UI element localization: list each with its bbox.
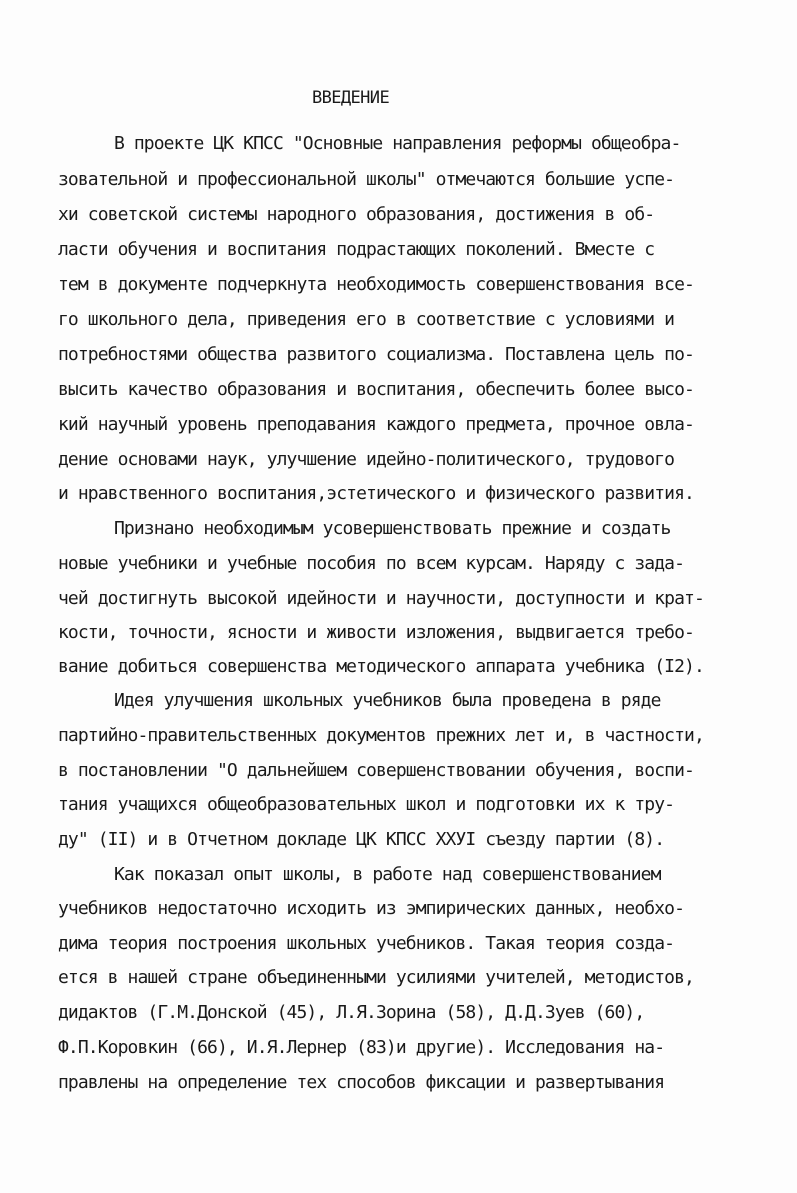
text-line: дима теория построения школьных учебников. Такая теория созда- xyxy=(58,933,675,954)
text-line: Идея улучшения школьных учебников была проведена в ряде xyxy=(114,690,661,711)
text-line: ется в нашей стране объединенными усилиями учителей, методистов, xyxy=(58,967,694,988)
text-line: дидактов (Г.М.Донской (45), Л.Я.Зорина (58), Д.Д.Зуев (60), xyxy=(58,1002,645,1023)
text-line: го школьного дела, приведения его в соответствие с условиями и xyxy=(58,309,675,330)
text-line: тем в документе подчеркнута необходимость совершенствования все- xyxy=(58,274,694,295)
text-line: В проекте ЦК КПСС "Основные направления реформы общеобра- xyxy=(114,133,681,154)
text-line: кости, точности, ясности и живости изложения, выдвигается требо- xyxy=(58,622,694,643)
text-line: новые учебники и учебные пособия по всем курсам. Наряду с зада- xyxy=(58,553,685,574)
text-line: в постановлении "О дальнейшем совершенствовании обучения, воспи- xyxy=(58,760,694,781)
text-line: партийно-правительственных документов прежних лет и, в частности, xyxy=(58,725,704,746)
text-line: ду" (II) и в Отчетном докладе ЦК КПСС ХХУI съезду партии (8). xyxy=(58,829,665,850)
text-line: и нравственного воспитания,эстетического и физического развития. xyxy=(58,483,694,504)
text-line: Как показал опыт школы, в работе над совершенствованием xyxy=(114,864,661,885)
text-line: зовательной и профессиональной школы" отмечаются большие успе- xyxy=(58,169,675,190)
text-line: Ф.П.Коровкин (66), И.Я.Лернер (83)и другие). Исследования на- xyxy=(58,1037,665,1058)
text-line: потребностями общества развитого социализма. Поставлена цель по- xyxy=(58,344,694,365)
text-line: дение основами наук, улучшение идейно-политического, трудового xyxy=(58,449,675,470)
text-line: правлены на определение тех способов фиксации и развертывания xyxy=(58,1072,665,1093)
text-line: учебников недостаточно исходить из эмпирических данных, необхо- xyxy=(58,898,685,919)
text-line: вание добиться совершенства методического аппарата учебника (I2). xyxy=(58,656,704,677)
text-line: чей достигнуть высокой идейности и научности, доступности и крат- xyxy=(58,588,704,609)
text-line: хи советской системы народного образования, достижения в об- xyxy=(58,204,655,225)
page-title: ВВЕДЕНИЕ xyxy=(312,88,390,108)
text-line: кий научный уровень преподавания каждого предмета, прочное овла- xyxy=(58,414,694,435)
text-line: ласти обучения и воспитания подрастающих поколений. Вместе с xyxy=(58,239,655,260)
text-line: Признано необходимым усовершенствовать прежние и создать xyxy=(114,518,671,539)
text-line: тания учащихся общеобразовательных школ и подготовки их к тру- xyxy=(58,794,675,815)
text-line: высить качество образования и воспитания, обеспечить более высо- xyxy=(58,379,694,400)
